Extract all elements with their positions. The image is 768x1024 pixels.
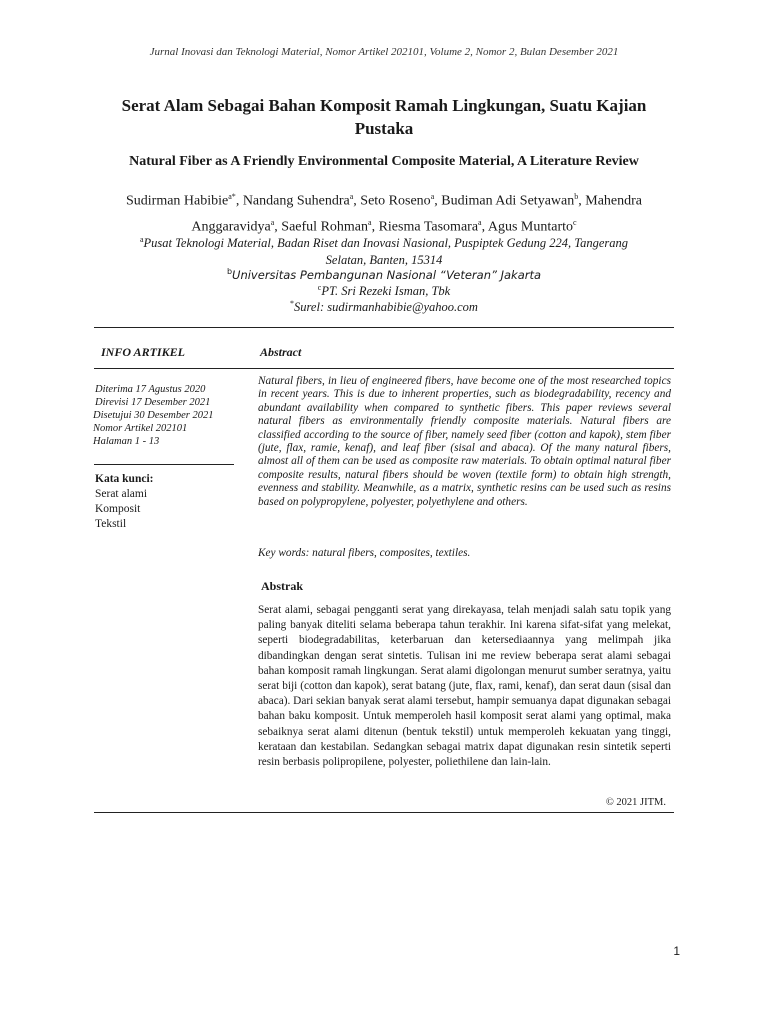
- keyword-item: Tekstil: [95, 518, 127, 530]
- affiliation-mark: c: [317, 283, 322, 292]
- accepted-date: Disetujui 30 Desember 2021: [93, 410, 214, 421]
- keyword-item: Komposit: [95, 503, 141, 515]
- keyword-item: Serat alami: [95, 488, 148, 500]
- author: Saeful Rohman: [281, 219, 369, 235]
- abstract-heading: Abstract: [260, 345, 302, 359]
- affiliation-b: $^b$Universitas Pembangunan Nasional “Veteran” Jakarta: [226, 267, 542, 282]
- page-range: Halaman 1 - 13: [93, 436, 160, 447]
- received-date: Diterima 17 Agustus 2020: [95, 384, 206, 395]
- corresponding-email: *Surel: sudirmanhabibie@yahoo.com: [290, 299, 478, 315]
- article-history: [93, 383, 243, 448]
- author: Sudirman Habibie: [125, 193, 229, 209]
- author-affiliation-mark: a*: [228, 192, 236, 201]
- author: Agus Muntarto: [487, 219, 574, 235]
- revised-date: Direvisi 17 Desember 2021: [95, 397, 211, 408]
- top-divider: [94, 327, 674, 328]
- kata-kunci-list: [95, 487, 147, 532]
- author-affiliation-mark: c: [573, 217, 577, 227]
- author: Seto Roseno: [360, 193, 431, 209]
- author-affiliation-mark: a: [368, 217, 372, 227]
- author: Budiman Adi Setyawan: [441, 193, 575, 209]
- paper-title: Serat Alam Sebagai Bahan Komposit Ramah Lingkungan, Suatu Kajian Pustaka: [121, 96, 647, 138]
- bottom-divider: [94, 812, 674, 813]
- author: Mahendra Anggaravidya: [191, 193, 643, 235]
- kata-kunci-heading: Kata kunci:: [95, 473, 154, 485]
- paper-subtitle: Natural Fiber as A Friendly Environmental Composite Material, A Literature Review: [129, 154, 639, 169]
- affiliation-c: $^c$PT. Sri Rezeki Isman, Tbk: [317, 283, 451, 299]
- info-artikel-heading: INFO ARTIKEL: [101, 345, 185, 359]
- author: Nandang Suhendra: [242, 193, 350, 209]
- abstract-text: Natural fibers, in lieu of engineered fibers, have become one of the most researched topics in recent years. This is due to inherent properties, such as biodegradability, recency and abundant availability when compared to synthetic fibers. This paper reviews several natural fibers as environmentally friendly composite materials. Natural fibers are classified according to the source of fiber, namely seed fiber (cotton and kapok), stem fiber (jute, flax, ramie, kenaf), and leaf fiber (sisal and abaca). Of the many natural fibers, almost all of them can be used as composite raw materials. To obtain optimal natural fiber composite results, natural fibers should be woven (textile form) to obtain high strength, evenness and stability. Meanwhile, as a matrix, synthetic resins can be used such as resins based on polypropylene, polyester, polyethylene and others.: [258, 375, 671, 508]
- journal-header: Jurnal Inovasi dan Teknologi Material, Nomor Artikel 202101, Volume 2, Nomor 2, Bulan Desember 2021: [149, 46, 619, 58]
- author-affiliation-mark: a: [270, 217, 275, 227]
- author: Riesma Tasomara: [378, 219, 479, 235]
- affiliation-mark: b: [226, 267, 233, 276]
- affiliation-a: $^a$Pusat Teknologi Material, Badan Riset dan Inovasi Nasional, Puspiptek Gedung 224, Tangerang Selatan, Banten, 15314: [139, 235, 629, 268]
- page-number: 1: [673, 944, 680, 958]
- keywords-divider: [94, 464, 234, 465]
- abstrak-text: Serat alami, sebagai pengganti serat yang direkayasa, telah menjadi salah satu topik yang paling banyak diteliti selama beberapa tahun terakhir. Ini karena sifat-sifat yang melekat, seperti biodegradabilitas, keterbaruan dan ketersediaannya yang melimpah jika dibandingkan dengan serat sintetis. Tulisan ini me review beberapa serat alami sebagai bahan komposit ramah lingkungan. Serat alami digolongan menurut sumber seratnya, yaitu serat biji (cotton dan kapok), serat batang (jute, flax, rami, kenaf), dan serat daun (sisal dan abaca). Dari sekian banyak serat alami tersebut, hampir semuanya dapat digunakan sebagai bahan baku komposit. Untuk memperoleh hasil komposit serat alami yang optimal, maka sebaiknya serat alami ditenun (bentuk tekstil) untuk memperoleh kekuatan yang tinggi, kerataan dan kestabilan. Sedangkan sebagai matrix dapat digunakan resin sintetik seperti resin berbasis polipropilene, polyester, poliethilene dan lain-lain.: [258, 604, 671, 769]
- author-list: Sudirman Habibie$^{a*}$, Nandang Suhendra$^a$, Seto Roseno$^a$, Budiman Adi Setyawan$^b$, Mahendra Anggaravidya$^a$, Saeful Rohman$^a$, Riesma Tasomara$^a$, Agus Muntarto$^c$: [125, 192, 643, 235]
- affiliation-mark: *: [290, 299, 295, 308]
- copyright-notice: © 2021 JITM.: [605, 797, 666, 808]
- author-affiliation-mark: a: [430, 192, 435, 201]
- author-affiliation-mark: a: [349, 192, 354, 201]
- affiliation-mark: a: [139, 235, 144, 244]
- section-divider: [94, 368, 674, 369]
- abstrak-heading: Abstrak: [261, 579, 304, 593]
- article-number: Nomor Artikel 202101: [93, 423, 188, 434]
- author-affiliation-mark: b: [574, 192, 579, 201]
- author-affiliation-mark: a: [478, 217, 482, 227]
- abstract-keywords: Key words: natural fibers, composites, textiles.: [258, 547, 471, 559]
